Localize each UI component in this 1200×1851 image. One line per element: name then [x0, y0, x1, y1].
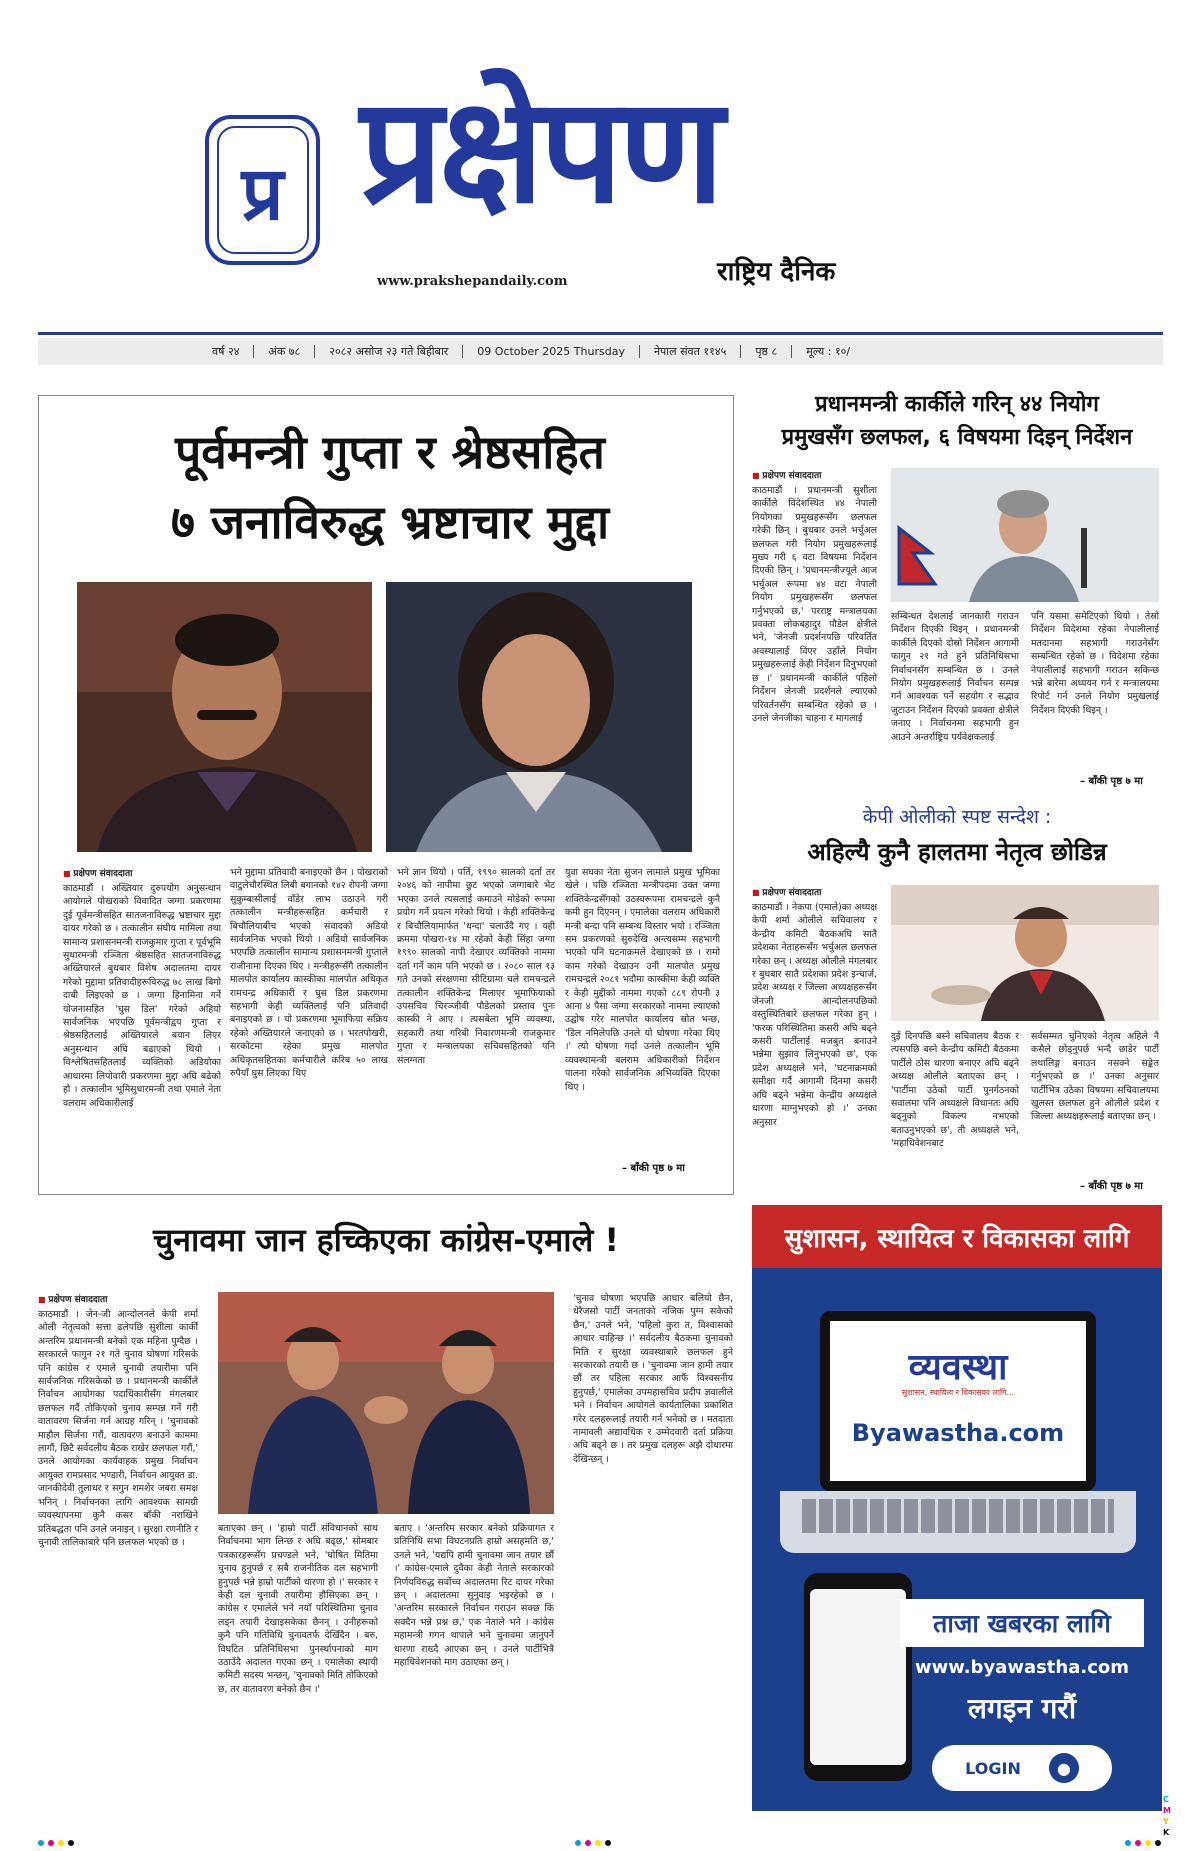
login-label: LOGIN: [965, 1758, 1021, 1778]
leaders-handshake-image: [218, 1292, 554, 1514]
cmyk-mark-k: K: [1163, 1828, 1170, 1837]
newspaper-logo: [205, 115, 320, 265]
election-column-4: 'चुनाव घोषणा भएपछि आधार बलियो छैन, धेरैजसो पार्टी जनताको नजिक पुग्न सकेको छैन,' उनले भने, 'पहिलो कुरा त, विश्वासको आधार चाहिन्छ ।' सर्वदलीय बैठकमा चुनावको मिति र सुरक्षा व्यवस्थाबारे छलफल हुने सरकारको तयारी छ । 'चुनावमा जान हामी तयार छौं तर पहिला सरकार आफैं विश्वसनीय हुनुपर्छ,' एमालेका उपमहासचिव प्रदीप ज्ञवालीले भने । निर्वाचन आयोगले कार्यतालिका प्रकाशित गरेर दलहरूलाई तयारी गर्न भनेको छ । मतदाता नामावली अद्यावधिक र उम्मेदवारी दर्ता प्रक्रिया अघि बढ्ने छ । तर प्रमुख दलहरू अझै दोधारमा देखिन्छन् ।: [573, 1293, 733, 1465]
oli-column-1: काठमाडौं । नेकपा (एमाले)का अध्यक्ष केपी शर्मा ओलीले सचिवालय र केन्द्रीय कमिटी बैठकअघि सातै प्रदेशका नेताहरूसँग भर्चुअल छलफल गरेका छन् । अध्यक्ष ओलीले मंगलबार र बुधबार सातै प्रदेशका प्रदेश इन्चार्ज, प्रदेश अध्यक्ष र जिल्ला अध्यक्षहरूसँग जेनजी आन्दोलनपछिको वस्तुस्थितिबारे छलफल गरेका हुन् । 'फरक परिस्थितिमा कसरी अघि बढ्ने कसरी पार्टीलाई मजबुत बनाउने भन्नेमा सुझाव लिनुभएको छ', एक प्रदेश अध्यक्षले भने, 'घटनाक्रमको समीक्षा गर्दै आगामी दिनमा कसरी अघि बढ्ने भन्नेमा केन्द्रीय अध्यक्षले धारणा माग्नुभएको हो ।' उनका अनुसार: [752, 902, 877, 1128]
registration-dots-right: [1125, 1840, 1161, 1846]
advert-title: सुशासन, स्थायित्व र विकासका लागि: [752, 1205, 1162, 1268]
pm-column-2: सम्बिन्धत देशलाई जानकारी गराउन निर्देशन दिएकी थिइन् । प्रधानमन्त्री कार्कीले दिएको दोस्रो निर्देशन आगामी फागुन २१ गते हुने प्रतिनिधिसभा निर्वाचनसँग सम्बन्धित छ । उनले नियोग प्रमुखहरूलाई निर्वाचन सम्पन्न गर्न आवश्यक पर्ने सहयोग र सद्भाव जुटाउन निर्देशन दिएको प्रवक्ता क्षेत्रीले जनाए । निर्वाचनमा सहभागी हुन आउने अन्तर्राष्ट्रिय पर्यवेक्षकलाई: [891, 611, 1019, 743]
cmyk-mark-c: C: [1163, 1795, 1169, 1804]
tagline: राष्ट्रिय दैनिक: [717, 257, 836, 287]
advert-login-button[interactable]: [932, 1745, 1112, 1791]
lead-continued: – बाँकी पृष्ठ ७ मा: [622, 1163, 685, 1174]
oli-kicker: केपी ओलीको स्पष्ट सन्देश :: [862, 806, 1052, 828]
cmyk-mark-y: Y: [1163, 1817, 1169, 1826]
advert-login-nepali: लगइन गरौं: [967, 1692, 1077, 1725]
nepal-sambat: नेपाल संवत ११४५: [640, 345, 741, 358]
pm-byline: ■ प्रक्षेपण संवाददाता: [752, 468, 821, 481]
registration-dots-left: [38, 1840, 74, 1846]
newspaper-name: प्रक्षेपण: [360, 66, 721, 236]
pm-column-3: पनि यसमा समेटिएको थियो । तेस्रो निर्देशन विदेशमा रहेका नेपालीलाई मतदानमा सहभागी गराउनेसँग सम्बन्धित रहेको छ । विदेशमा रहेका नेपालीलाई सहभागी गराउन सकिन्छ भन्ने बारेमा अध्ययन गर्न र मन्त्रालयमा रिपोर्ट गर्न उनले नियोग प्रमुखलाई निर्देशन दिएकी थिइन् ।: [1031, 611, 1159, 716]
photo-oli-deuba: [218, 1292, 554, 1514]
lead-byline: ■ प्रक्षेपण संवाददाता: [63, 866, 132, 879]
dateline-bar: [38, 338, 1163, 365]
photo-kp-oli: [891, 885, 1159, 1021]
laptop-keyboard: [802, 1499, 1114, 1533]
advert-url-secondary[interactable]: www.byawastha.com: [914, 1657, 1130, 1678]
oli-byline: ■ प्रक्षेपण संवाददाता: [752, 885, 821, 898]
photo-ranjita-shrestha: [386, 582, 692, 852]
oli-column-3: सर्वसम्मत चुनिएको नेतृत्व अहिले नै कसैले छोड्नुपर्छ भन्दै छाडेर पार्टी लथालिङ्ग बनाउन नसक्ने सङ्केत गर्नुभएको छ ।' उनका अनुसार पार्टीभित्र उठेका विषयमा सचिवालयमा खुलस्त छलफल हुने ओलीले प्रदेश र जिल्ला अध्यक्षहरूलाई बताएका छन् ।: [1031, 1031, 1159, 1123]
election-column-2: बताएका छन् । 'हाम्रो पार्टी संविधानको साथ निर्वाचनमा भाग लिन्छ र अघि बढ्छ,' सोमबार पत्रकारहरूसँग प्रचण्डले भने, 'घोषित मितिमा चुनाव हुनुपर्छ र सबै राजनीतिक दल सहभागी हुनुपर्छ भन्ने हाम्रो पार्टीको धारणा हो ।' सरकार र केही दल चुनावी तयारीमा हौसिएका छन् । कांग्रेस र एमालेले भने नयाँ परिस्थितिमा चुनाव लड्न तयारी देखाइसकेका छैनन् । उनीहरूको कुनै पनि गतिविधि चुनावतर्फ देखिँदैन । बरु, विघटित प्रतिनिधिसभा पुनर्स्थापनाको माग उठाउँदै अदालत गएका छन् । एमालेका स्थायी कमिटी सदस्य भन्छन्, 'चुनावको मिति तोकिएको छ, तर वातावरण बनेको छैन ।': [218, 1523, 378, 1695]
advert-brand-sub: सुशासन, स्थायित्व र विकासका लागि...: [901, 1388, 1015, 1397]
pm-headline-line2: प्रमुखसँग छलफल, ६ विषयमा दिइन् निर्देशन: [781, 425, 1133, 450]
election-column-3: बताए । 'अन्तरिम सरकार बनेको प्रक्रियागत र प्रतिनिधि सभा विघटनप्रति हाम्रो असहमति छ,' उनले भने, 'यद्यपि हामी चुनावमा जान तयार छौं ।' कांग्रेस-एमाले दुवैका केही नेताले सरकारको निर्णयविरुद्ध सर्वोच्च अदालतमा रिट दायर गरेका छन् । अदालतमा सुनुवाइ भइरहेको छ । 'अन्तरिम सरकारले निर्वाचन गराउन सक्छ कि सक्दैन भन्ने प्रश्न छ,' एक नेताले भने । कांग्रेस महामन्त्री गगन थापाले भने चुनावमा जानुपर्ने धारणा राख्दै आएका छन् । उनले पार्टीभित्रै महाधिवेशनको माग उठाएका छन् ।: [394, 1523, 554, 1669]
laptop-screen: [820, 1311, 1096, 1491]
pm-column-1: काठमाडौं । प्रधानमन्त्री सुशीला कार्कीले विदेशस्थित ४४ नेपाली नियोगका प्रमुखहरूसँग छलफल गरेकी छिन् । बुधबार उनले भर्चुअल छलफल गरी नियोग प्रमुखहरूलाई मुख्य गरी ६ वटा विषयमा निर्देशन दिएकी छिन् । 'प्रधानमन्त्रीज्यूले आज भर्चुअल रूपमा ४४ वटा नेपाली नियोग प्रमुखहरूसँग छलफल गर्नुभएको छ,' परराष्ट्र मन्त्रालयका प्रवक्ता लोकबहादुर पौडेल क्षेत्रीले भने, 'जेनजी प्रदर्शनपछि परिवर्तित अवस्थालाई विएर उहाँले नियोग प्रमुखहरूलाई केही निर्देशन दिनुभएको छ ।' प्रधानमन्त्री कार्कीले पहिलो निर्देशन जेनजी प्रदर्शनले ल्याएको परिवर्तनसँग सम्बन्धित रहेको छ । उनले जेनजीका चाहना र मागलाई: [752, 485, 877, 724]
oli-headline: अहिल्यै कुनै हालतमा नेतृत्व छोडिन्न: [807, 838, 1107, 866]
logo-glyph: प्र: [241, 150, 284, 237]
oli-continued: – बाँकी पृष्ठ ७ मा: [1080, 1181, 1143, 1192]
issue-number: अंक ७८: [254, 345, 315, 358]
registration-dots-center: [575, 1840, 611, 1846]
photo-rajkumar-gupta: [77, 582, 372, 852]
advert-url-primary[interactable]: Byawastha.com: [851, 1419, 1065, 1447]
election-byline: ■ प्रक्षेपण संवाददाता: [38, 1292, 107, 1305]
election-headline: चुनावमा जान हच्किएका कांग्रेस-एमाले !: [152, 1221, 620, 1259]
english-date: 09 October 2025 Thursday: [463, 345, 640, 358]
lead-headline-line1: पूर्वमन्त्री गुप्ता र श्रेष्ठसहित: [175, 425, 605, 479]
smartphone-icon: [804, 1573, 912, 1781]
press-meeting-image: [891, 468, 1159, 602]
website-url: www.prakshepandaily.com: [377, 274, 568, 289]
lead-column-2: भने मुद्दामा प्रतिवादी बनाइएको छैन । पोखराको वाटुलेचौरस्थित लिबी बगानको १४२ रोपनी जग्गा सुकुम्बासीलाई वाँडेर लाभ उठाउने गरी तत्कालीन मन्त्रीहरूसहित कर्मचारी र बिचौलियाबीच भएको संवादको अडियो सार्वजनिक भएको थियो । अडियो सार्वजनिक भएपछि तत्कालीन सामान्य प्रशासनमन्त्री गुप्ताले राजीनामा दिएका थिए । मन्त्रीहरूसँगै तत्कालीन मालपोत कार्यालय कास्कीका मालपोत अधिकृत रामचन्द्र अधिकारी र घुस डिल प्रकरणमा सहभागी केही व्यक्तिलाई पनि प्रतिवादी बनाइएको छ । यो प्रकरणमा भूमाफिया सक्रिय रहेको अख्तियारले जनाएको छ । भरतपोखरी, सरकोटमा रहेका प्रमुख मालपोत अधिकृतसहितका कर्मचारीले करिब ५० लाख रुपैयाँ घुस लिएका थिए: [230, 867, 388, 1080]
portrait-man-image: [77, 582, 372, 852]
leader-speaking-image: [891, 885, 1159, 1021]
page-number: पृष्ठ ८: [741, 345, 792, 358]
pm-headline-line1: प्रधानमन्त्री कार्कीले गरिन् ४४ नियोग: [815, 392, 1099, 417]
masthead-rule: [38, 332, 1163, 335]
pen-nib-icon: [217, 126, 309, 254]
user-icon: ●: [1049, 1753, 1079, 1783]
phone-screen: [810, 1589, 906, 1765]
lead-column-3: भने ज्ञान थियो । पर्ति, १९९० सालको दर्ता तर २०४६ को नापीमा छुट भएको जग्गाबारे भेट भएका उनले त्यसलाई कमाउने मोडेको रूपमा प्रयोग गर्ने प्रयत्न गरेको थियो । केही शक्तिकेन्द्र र बिचौलियामार्फत 'धन्दा' चलाउँदै गए । यही क्रममा पोखरा-१४ मा रहेको केही सिंहा जग्गा १९९० सालको नापी देखाएर व्यक्तिको नाममा दर्ता गर्ने काम पनि भएको छ । २०८० साल १३ गते उनको संरक्षणमा सीटिग्रामा चले रामचन्द्रले तत्कालीन शक्तिकेन्द्र मिलाएर भूमाफियाको उपसचिव चिरञ्जीवी पौडेलको प्रस्ताव पुनः कास्की ने आए । त्यसबेला भूमि व्यवस्था, सहकारी तथा गरिबी निवारणमन्त्री राजकुमार गुप्ता र मन्त्रालयका सचिवसहितको पनि संलग्नता: [397, 867, 555, 1066]
election-column-1: काठमाडौं । जेन-जी आन्दोलनले केपी शर्मा ओली नेतृत्वको सत्ता ढलेपछि सुशीला कार्की अन्तरिम प्रधानमन्त्री बनेको एक महिना पुग्दैछ । सरकारले फागुन २१ गते चुनाव घोषणा गरिसके पनि कांग्रेस र एमाले चुनावी तयारीमा पनि सार्वजनिक गरिसकेको छ । प्रधानमन्त्री कार्कीले निर्वाचन आयोगका पदाधिकारीसँग मंगलबार छलफल गर्दै तोकिएको चुनाव सम्पन्न गर्ने गरी वातावरण सिर्जना गर्न आग्रह गरिन् । 'चुनावको माहौल सिर्जना गरौं, वातावरण बनाउने काममा लागौं, छिटै सर्वदलीय बैठक राखेर छलफल गरौं,' उनले आयोगका कार्यवाहक प्रमुख निर्वाचन आयुक्त रामप्रसाद भण्डारी, निर्वाचन आयुक्त डा. जानकीदेवी तुलाधर र सगुन शमशेर जबरा समक्ष भनिन् । निर्वाचनका लागि आवश्यक सामग्री व्यवस्थापनमा कुनै कसर बाँकी नराखिने प्रतिबद्धता पनि उनले जनाइन् । सुरक्षा रणनीति र चुनावी तालिकाबारे पनि छलफल भएको छ ।: [38, 1309, 198, 1548]
volume-year: वर्ष २४: [198, 345, 254, 358]
portrait-woman-image: [386, 582, 692, 852]
price: मूल्य : १०/: [806, 345, 851, 358]
masthead: [0, 0, 1200, 300]
pm-continued: – बाँकी पृष्ठ ७ मा: [1080, 776, 1143, 787]
nepali-date: २०८२ असोज २३ गते बिहीबार: [315, 345, 463, 358]
cmyk-mark-m: M: [1163, 1806, 1171, 1815]
photo-pm-karki: [891, 468, 1159, 602]
advert-brand: व्यवस्था: [908, 1347, 1008, 1388]
advert-news-label: ताजा खबरका लागि: [900, 1599, 1144, 1647]
byawastha-advert[interactable]: [752, 1205, 1162, 1811]
lead-column-4: युवा सघका नेता सुजन लामाले प्रमुख भूमिका खेले । पछि रञ्जिता मन्त्रीपदमा उक्त जग्गा शक्तिकेन्द्रसँगको उठस्वरूपमा रामचन्द्रले कुनै कमी हुन दिएनन् । एमालेका वलराम अधिकारी मन्त्री बन्दा पनि सम्बन्ध विस्तार भयो । रञ्जिता सम प्रकरणको सुरुदेखि अन्त्यसम्म सहभागी भएको पनि घटनाक्रमले देखाएको छ । रामो काम गरेको देखाउन उनी मालपोत प्रमुख रामचन्द्रले २०८१ भदौमा कास्कीमा केही व्यक्ति र केही मुद्दीको नाममा गएको ८८९ रोपनी ३ आना ४ पैसा जग्गा सरकारको नाममा ल्याएको उद्घोष गरेर मालपोत कार्यालय स्रोत भन्छ, 'डिल नमिलेपछि उनले यो घोषणा गरेका थिए ।' त्यो घोषणा गर्दा उनले तत्कालीन भूमि व्यवस्थामन्त्री बलराम अधिकारीको निर्देशन पालना गरेको सार्वजनिक अभिव्यक्ति दिएका थिए ।: [565, 867, 720, 1093]
lead-headline-line2: ७ जनाविरुद्ध भ्रष्टाचार मुद्दा: [170, 495, 610, 549]
lead-column-1: काठमाडौं । अख्तियार दुरुपयोग अनुसन्धान आयोगले पोखराको विवादित जग्गा प्रकरणमा दुई पूर्वमन्त्रीसहित सातजनाविरुद्ध भ्रष्टाचार मुद्दा दायर गरेको छ । तत्कालीन संघीय मामिला तथा सामान्य प्रशासनमन्त्री राजकुमार गुप्ता र पूर्वभूमि सुधारमन्त्री रञ्जिता श्रेष्ठसहित सातजनाविरुद्ध अख्तियारले बुधबार विशेष अदालतमा दायर गरेको मुद्दामा प्रतिवादीहरूविरुद्ध ७८ लाख बिगो दाबी लिइएको छ । जग्गा हिनामिना गर्ने योजनासहित 'घुस डिल' गरेको अहियो सार्वजनिक भएपछि पूर्वमन्त्रीद्वय गुप्ता र श्रेष्ठसहितलाई अख्तियारले बयान लिएर अनुसन्धान अघि बढाएको थियो । विश्लेषितसहितलाई व्यक्तिको अडियोका आधारमा लिपोवारी प्रकरणमा मुद्दा अघि बढेको हो । तत्कालीन भूमिसुधारमन्त्री तथा एमाले नेता वलराम अधिकारीलाई: [63, 883, 221, 1109]
oli-column-2: दुई दिनपछि बस्ने सचिवालय बैठक र त्यसपछि बस्ने केन्द्रीय कमिटी बैठकमा पार्टीले ठोस धारणा बनाएर अघि बढ्ने अध्यक्ष ओलीले बताएका छन् । 'पार्टीमा उठेको पार्टी पुनर्गठनको सवालमा पनि अध्यक्षले विधानतः अघि बढ्नुको विकल्प नभएको बताउनुभएको छ', ती अध्यक्षले भने, 'महाधिवेशनबाट: [891, 1031, 1019, 1150]
